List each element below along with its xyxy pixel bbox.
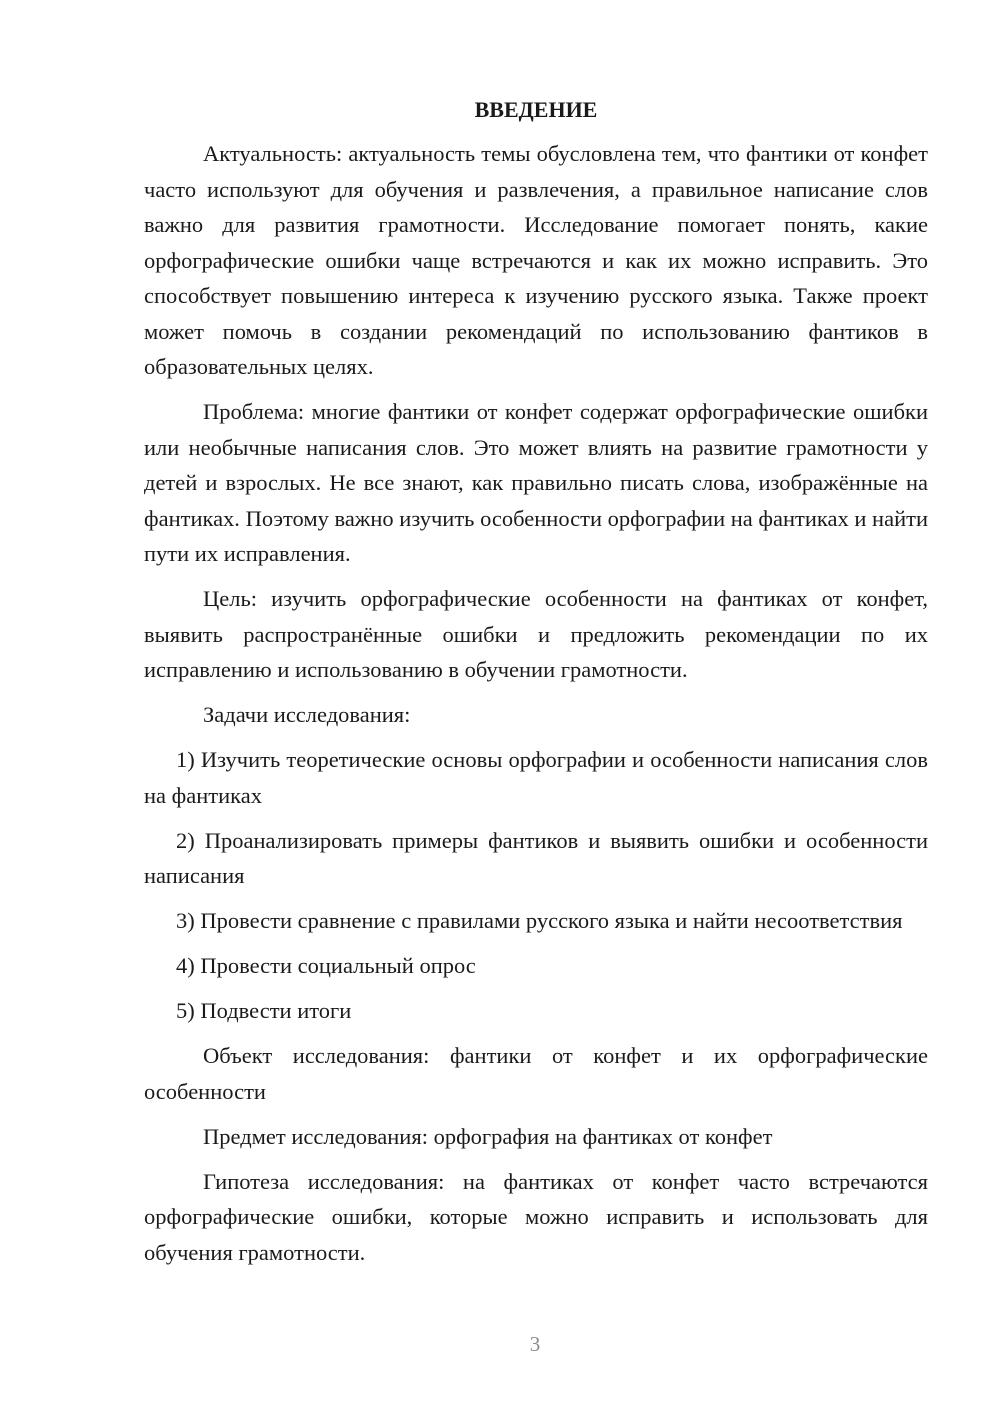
task-item: 3) Провести сравнение с правилами русского языка и найти несоответствия bbox=[176, 908, 903, 933]
paragraph-tasks-title: Задачи исследования: bbox=[203, 702, 411, 727]
task-item: 4) Провести социальный опрос bbox=[176, 953, 476, 978]
paragraph-relevance: Актуальность: актуальность темы обусловлена тем, что фантики от конфет часто используют для обучения и развлечения, а правильное написание слов важно для развития грамотности. Исследование помогает понять, какие орфографические ошибки чаще встречаются и как их можно исправить. Это способствует повышению интереса к изучению русского языка. Также проект может помочь в создании рекомендаций по использованию фантиков в образовательных целях. bbox=[144, 141, 928, 379]
section-heading: ВВЕДЕНИЕ bbox=[474, 97, 598, 122]
paragraph-hypothesis: Гипотеза исследования: на фантиках от конфет часто встречаются орфографические ошибки, которые можно исправить и использовать для обучения грамотности. bbox=[144, 1168, 928, 1265]
page-number: 3 bbox=[529, 1332, 541, 1356]
document-page bbox=[144, 92, 928, 1280]
paragraph-goal: Цель: изучить орфографические особенности на фантиках от конфет, выявить распространённые ошибки и предложить рекомендации по их исправлению и использованию в обучении грамотности. bbox=[144, 586, 928, 682]
task-item: 2) Проанализировать примеры фантиков и выявить ошибки и особенности написания bbox=[144, 827, 928, 888]
task-item: 1) Изучить теоретические основы орфографии и особенности написания слов на фантиках bbox=[144, 747, 928, 808]
task-item: 5) Подвести итоги bbox=[176, 998, 352, 1023]
paragraph-problem: Проблема: многие фантики от конфет содержат орфографические ошибки или необычные написания слов. Это может влиять на развитие грамотности у детей и взрослых. Не все знают, как правильно писать слова, изображённые на фантиках. Поэтому важно изучить особенности орфографии на фантиках и найти пути их исправления. bbox=[144, 399, 928, 566]
paragraph-object: Объект исследования: фантики от конфет и их орфографические особенности bbox=[144, 1043, 928, 1104]
paragraph-subject: Предмет исследования: орфография на фантиках от конфет bbox=[203, 1123, 773, 1149]
